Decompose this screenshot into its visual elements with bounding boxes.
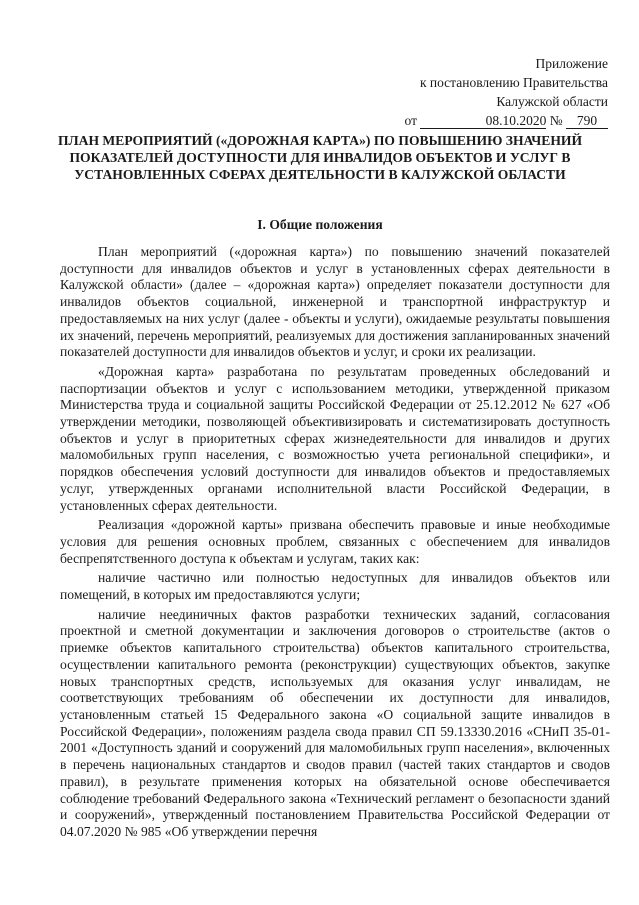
appendix-line-2: к постановлению Правительства [419, 75, 608, 90]
paragraph: наличие частично или полностью недоступных для инвалидов объектов или помещений, в которых им предоставляются услуги; [60, 570, 610, 603]
resolution-date: 08.10.2020 [420, 114, 546, 129]
paragraph: Реализация «дорожной карты» призвана обеспечить правовые и иные необходимые условия для решения основных проблем, связанных с обеспечением для инвалидов беспрепятственного доступа к объектам и услугам, таких как: [60, 517, 610, 566]
document-title: ПЛАН МЕРОПРИЯТИЙ («ДОРОЖНАЯ КАРТА») ПО ПОВЫШЕНИЮ ЗНАЧЕНИЙ ПОКАЗАТЕЛЕЙ ДОСТУПНОСТИ ДЛЯ ИНВАЛИДОВ ОБЪЕКТОВ И УСЛУГ В УСТАНОВЛЕННЫХ СФЕРАХ ДЕЯТЕЛЬНОСТИ В КАЛУЖСКОЙ ОБЛАСТИ [57, 133, 583, 182]
document-body [60, 244, 610, 844]
appendix-line-3: Калужской области [496, 94, 608, 109]
paragraph: «Дорожная карта» разработана по результатам проведенных обследований и паспортизации объектов и услуг с использованием методики, утвержденной приказом Министерства труда и социальной защиты Российской Федерации от 25.12.2012 № 627 «Об утверждении методики, позволяющей объективизировать и систематизировать доступность объектов и услуг в приоритетных сферах жизнедеятельности для инвалидов и других маломобильных групп населения, с возможностью учета региональной специфики», и порядков обеспечения условий доступности для инвалидов объектов и предоставляемых услуг, утвержденных органами исполнительной власти Российской Федерации, в установленных сферах деятельности. [60, 363, 610, 513]
date-prefix: от [404, 113, 417, 128]
appendix-header [380, 54, 608, 130]
paragraph: наличие неединичных фактов разработки технических заданий, согласования проектной и сметной документации и заключения договоров о строительстве (актов о приемке объектов капитального строительства) объектов капитального строительства, осуществлении капитального ремонта (реконструкции) существующих объектов, закупке новых транспортных средств, используемых для оказания услуг инвалидам, не соответствующих требованиям об обеспечении их доступности для инвалидов, установленным статьей 15 Федерального закона «О социальной защите инвалидов в Российской Федерации», положениям раздела свода правил СП 59.13330.2016 «СНиП 35-01-2001 «Доступность зданий и сооружений для маломобильных групп населения», включенных в перечень национальных стандартов и сводов правил (частей таких стандартов и сводов правил), в результате применения которых на обязательной основе обеспечивается соблюдение требований Федерального закона «Технический регламент о безопасности зданий и сооружений», утвержденный постановлением Правительства Российской Федерации от 04.07.2020 № 985 «Об утверждении перечня [60, 606, 610, 839]
number-prefix: № [549, 113, 563, 128]
appendix-date-line [380, 111, 608, 130]
resolution-number: 790 [566, 114, 608, 129]
paragraph: План мероприятий («дорожная карта») по повышению значений показателей доступности для инвалидов объектов и услуг в установленных сферах деятельности в Калужской области» (далее – «дорожная карта») определяет показатели доступности для инвалидов объектов социальной, инженерной и транспортной инфраструктур и предоставляемых на них услуг (далее - объекты и услуги), ожидаемые результаты повышения их значений, перечень мероприятий, реализуемых для достижения запланированных значений показателей доступности для инвалидов объектов и услуг, и сроки их реализации. [60, 244, 610, 360]
section-heading: I. Общие положения [257, 217, 383, 232]
appendix-line-1: Приложение [535, 56, 608, 71]
